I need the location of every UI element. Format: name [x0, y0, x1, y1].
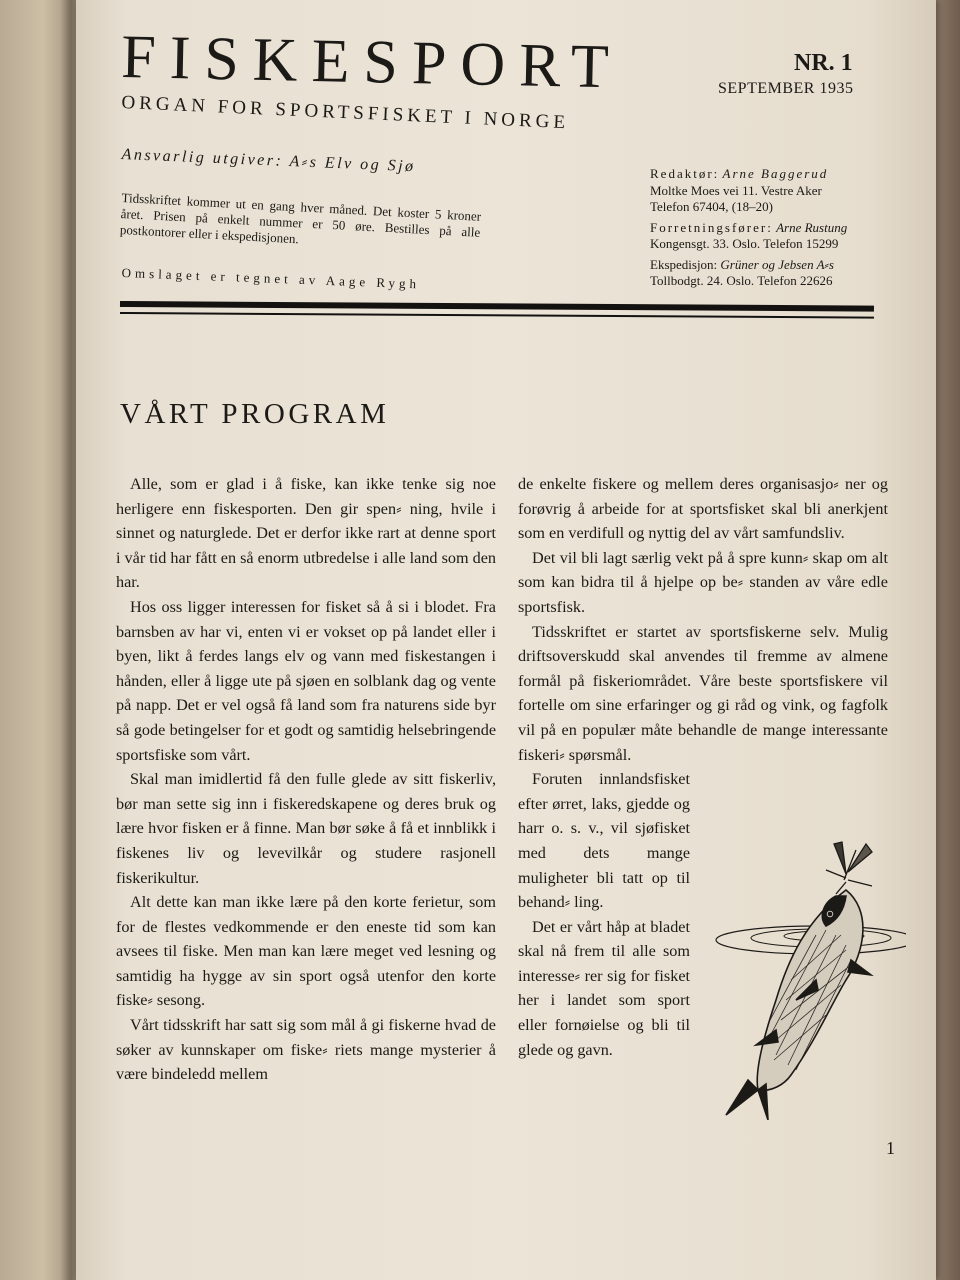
- paragraph: de enkelte fiskere og mellem deres organisasjo⸗ ner og forøvrig å arbeide for at sportsfisket skal bli anerkjent som en verdifull og nyttig del av vårt samfundsliv.: [518, 475, 888, 543]
- expedition-name: Grüner og Jebsen A⸗s: [720, 256, 834, 272]
- expedition-label: Ekspedisjon:: [650, 256, 718, 272]
- paragraph: Alle, som er glad i å fiske, kan ikke tenke sig noe herligere enn fiskesporten. Den gir spen⸗ ning, hvile i sinnet og naturglede. Det er derfor ikke rart at denne sport i vår tid har fått en så enorm utbredelse i alle land som den har.: [116, 475, 496, 592]
- fish-illustration: [696, 830, 906, 1120]
- subscription-info: Tidsskriftet kommer ut en gang hver måned. Det koster 5 kroner året. Prisen på enkelt nummer er 50 øre. Bestilles på alle postkontorer eller i ekspedisjonen.: [119, 190, 482, 247]
- paragraph: Tidsskriftet er startet av sportsfiskerne selv. Mulig driftsoverskudd skal anvendes til fremme av almene formål på fiskeriområdet. Våre beste sportsfiskere vil fortelle om sine erfaringer og gi råd og vink, og fagfolk vil på en populær måte behandle de mange interessante fiskeri⸗ spørsmål.: [518, 622, 888, 764]
- manager-line: [650, 220, 882, 237]
- editorial-info: [650, 166, 882, 290]
- editor-phone: Telefon 67404, (18–20): [650, 199, 773, 214]
- header-rule-thick: [120, 301, 874, 312]
- editor-line: [650, 166, 882, 183]
- paragraph: Det vil bli lagt særlig vekt på å spre kunn⸗ skap om alt som kan bidra til å hjelpe op be⸗ standen av våre edle sportsfisk.: [518, 548, 888, 616]
- fly-icon: [826, 842, 872, 894]
- editor-address: Moltke Moes vei 11. Vestre Aker: [650, 182, 822, 198]
- expedition-line: [650, 257, 882, 274]
- manager-name: Arne Rustung: [776, 219, 848, 235]
- masthead-title: FISKESPORT: [120, 22, 624, 102]
- manager-address: Kongensgt. 33. Oslo. Telefon 15299: [650, 236, 839, 251]
- expedition-address: Tollbodgt. 24. Oslo. Telefon 22626: [650, 273, 833, 288]
- manager-label: Forretningsfører:: [650, 219, 773, 235]
- paragraph: Skal man imidlertid få den fulle glede av sitt fiskerliv, bør man sette sig inn i fiskeredskapene og deres bruk og lære hvor fisken er å finne. Man bør søke å få et innblikk i fiskenes liv og levevilkår og studere rasjonell fiskerikultur.: [116, 770, 496, 887]
- header-rule-thin: [120, 312, 874, 319]
- editor-name: Arne Baggerud: [722, 166, 829, 181]
- page-number: 1: [886, 1138, 895, 1158]
- article-title: VÅRT PROGRAM: [120, 398, 390, 430]
- paragraph: Foruten innlandsfisket efter ørret, laks, gjedde og harr o. s. v., vil sjøfisket med dets mange muligheter bli tatt op til behand⸗ ling.: [518, 770, 690, 912]
- paragraph: Vårt tidsskrift har satt sig som mål å gi fiskerne hvad de søker av kunnskaper om fiske⸗ riets mange mysterier å være bindeledd mellem: [116, 1016, 496, 1084]
- paragraph: Alt dette kan man ikke lære på den korte ferietur, som for de flestes vedkommende er den eneste tid som kan avsees til fiske. Men man kan lære meget ved lesning og samtidig ha hygge av sin sport også utenfor den korte fiske⸗ sesong.: [116, 893, 496, 1010]
- fish-body: [726, 890, 871, 1120]
- issue-date: SEPTEMBER 1935: [718, 80, 854, 97]
- issue-number: NR. 1: [794, 50, 853, 76]
- paragraph: Hos oss ligger interessen for fisket så å si i blodet. Fra barnsben av har vi, enten vi er vokset op på landet eller i byen, likt å ferdes langs elv og vann med fiskestangen i hånden, eller å ligge ute på sjøen en solblank dag og vente på napp. Det er vel også få land som fra naturens side byr så gode betingelser for et godt og samtidig helsebringende sportsfiske som vårt.: [116, 597, 496, 764]
- publisher-line: Ansvarlig utgiver: A⸗s Elv og Sjø: [121, 146, 416, 176]
- editor-label: Redaktør:: [650, 166, 720, 181]
- cover-credit: Omslaget er tegnet av Aage Rygh: [121, 265, 421, 292]
- article-column-left: [116, 472, 496, 1087]
- masthead-subtitle: ORGAN FOR SPORTSFISKET I NORGE: [121, 92, 570, 134]
- paragraph: Det er vårt håp at bladet skal nå frem til alle som interesse⸗ rer sig for fisket her i landet som sport eller fornøielse og bli til glede og gavn.: [518, 917, 690, 1059]
- magazine-page: [76, 0, 936, 1280]
